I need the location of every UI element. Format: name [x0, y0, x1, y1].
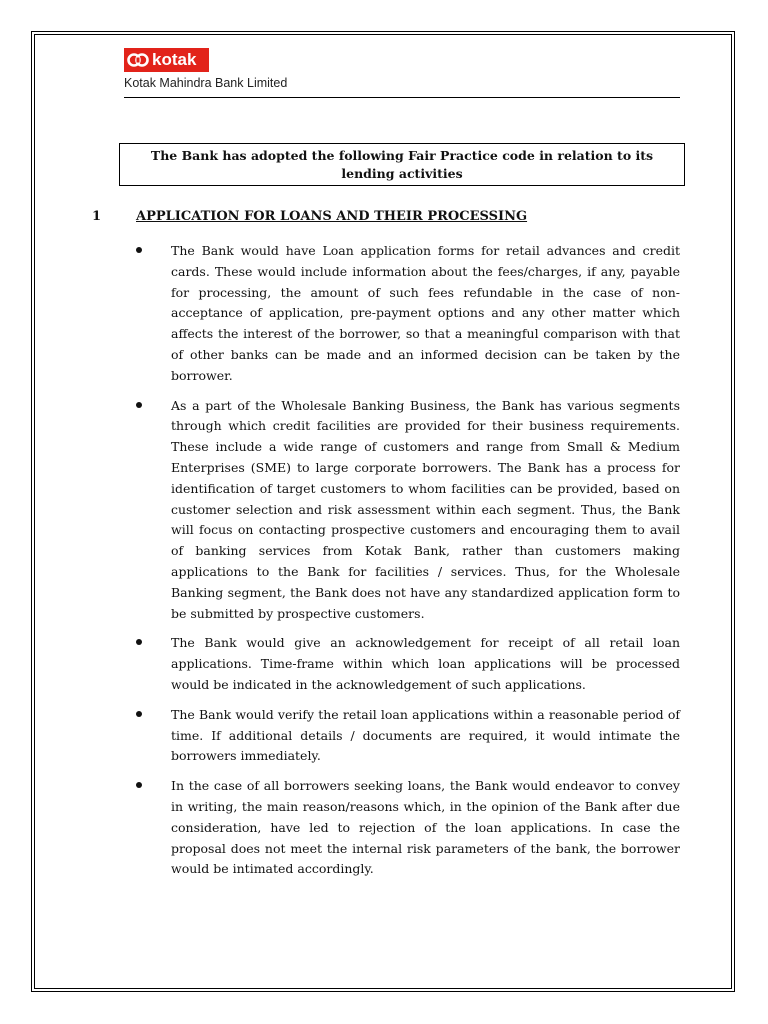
logo-wordmark: kotak	[152, 50, 197, 69]
kotak-infinity-icon	[127, 52, 149, 68]
intro-statement: The Bank has adopted the following Fair Practice code in relation to its lending activities	[150, 148, 654, 181]
list-item	[136, 776, 680, 880]
bank-name: Kotak Mahindra Bank Limited	[124, 76, 288, 90]
section-title: APPLICATION FOR LOANS AND THEIR PROCESSING	[136, 209, 528, 224]
intro-statement-box	[119, 143, 685, 186]
list-item-text: As a part of the Wholesale Banking Business, the Bank has various segments through which credit facilities are provided for their business requirements. These include a wide range of customers and range from Small & Medium Enterprises (SME) to large corporate borrowers. The Bank has a process for identification of target customers to whom facilities can be provided, based on customer selection and risk assessment within each segment. Thus, the Bank will focus on contacting prospective customers and encouraging them to avail of banking services from Kotak Bank, rather than customers making applications to the Bank for facilities / services. Thus, for the Wholesale Banking segment, the Bank does not have any standardized application form to be submitted by prospective customers.	[171, 397, 680, 621]
bullet-icon	[136, 711, 142, 717]
header-divider	[124, 97, 680, 98]
bullet-icon	[136, 402, 142, 408]
list-item-text: In the case of all borrowers seeking loans, the Bank would endeavor to convey in writing, the main reason/reasons which, in the opinion of the Bank after due consideration, have led to rejection of the loan applications. In case the proposal does not meet the internal risk parameters of the bank, the borrower would be intimated accordingly.	[171, 778, 680, 877]
list-item	[136, 241, 680, 387]
kotak-logo	[124, 48, 209, 72]
section-number: 1	[92, 209, 102, 224]
list-item-text: The Bank would give an acknowledgement for receipt of all retail loan applications. Time-frame within which loan applications will be processed would be indicated in the acknowledgement of such applications.	[171, 635, 680, 692]
bullet-icon	[136, 782, 142, 788]
list-item	[136, 705, 680, 767]
bullet-list	[136, 241, 680, 889]
list-item	[136, 633, 680, 695]
list-item	[136, 396, 680, 625]
list-item-text: The Bank would verify the retail loan applications within a reasonable period of time. If additional details / documents are required, it would intimate the borrowers immediately.	[171, 706, 680, 764]
bullet-icon	[136, 247, 142, 253]
bullet-icon	[136, 639, 142, 645]
list-item-text: The Bank would have Loan application forms for retail advances and credit cards. These would include information about the fees/charges, if any, payable for processing, the amount of such fees refundable in the case of non- acceptance of application, pre-payment options and any other matter which affects the interest of the borrower, so that a meaningful comparison with that of other banks can be made and an informed decision can be taken by the borrower.	[171, 243, 680, 383]
